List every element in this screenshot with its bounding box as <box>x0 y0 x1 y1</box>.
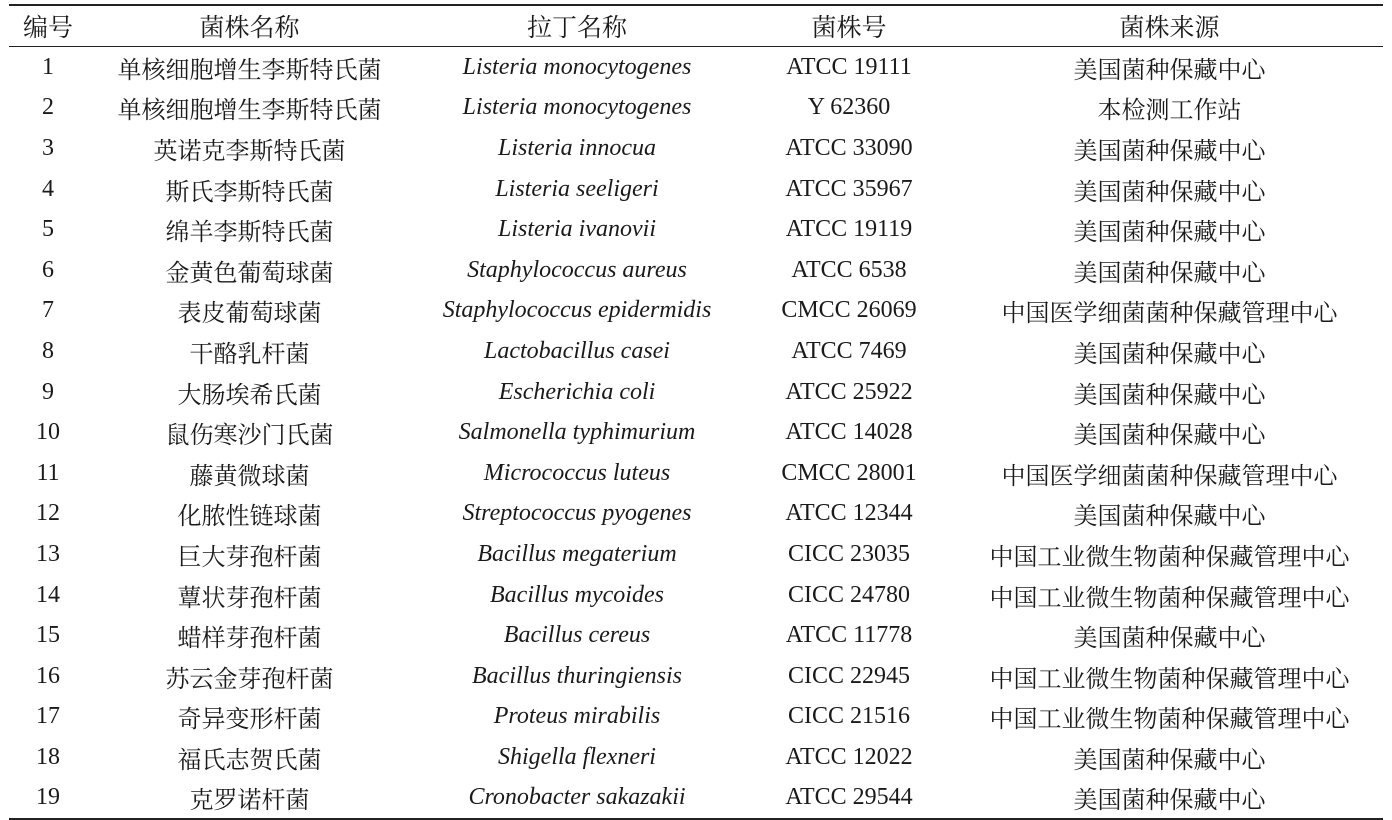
cell-source: 美国菌种保藏中心 <box>1073 423 1266 450</box>
header-source: 菌株来源 <box>1119 15 1220 42</box>
cell-strain-no: ATCC 25922 <box>785 378 913 405</box>
cell-latin-name: Listeria monocytogenes <box>462 94 692 121</box>
cell-id: 6 <box>42 256 54 283</box>
cell-id: 9 <box>42 378 54 405</box>
cell-latin-name: Bacillus cereus <box>503 622 651 649</box>
cell-latin-name: Micrococcus luteus <box>483 459 671 486</box>
cell-cn-name: 化脓性链球菌 <box>177 504 322 531</box>
header-strain-no: 菌株号 <box>811 15 887 42</box>
cell-source: 本检测工作站 <box>1097 98 1242 125</box>
table-row <box>9 88 1383 129</box>
cell-source: 美国菌种保藏中心 <box>1073 260 1266 287</box>
table-body <box>9 47 1383 820</box>
table-row <box>9 128 1383 169</box>
cell-id: 13 <box>36 540 60 567</box>
cell-latin-name: Lactobacillus casei <box>484 337 670 364</box>
table-header <box>9 5 1383 47</box>
cell-id: 17 <box>36 703 60 730</box>
cell-latin-name: Bacillus thuringiensis <box>472 662 682 689</box>
cell-strain-no: ATCC 19119 <box>785 216 913 243</box>
cell-latin-name: Staphylococcus aureus <box>467 256 687 283</box>
header-row <box>9 5 1383 47</box>
cell-source: 美国菌种保藏中心 <box>1073 626 1266 653</box>
cell-cn-name: 大肠埃希氏菌 <box>177 382 322 409</box>
strain-table-container <box>9 4 1383 820</box>
cell-strain-no: ATCC 6538 <box>791 256 907 283</box>
cell-id: 10 <box>36 419 60 446</box>
cell-latin-name: Staphylococcus epidermidis <box>442 297 712 324</box>
cell-id: 18 <box>36 743 60 770</box>
header-cn-name: 菌株名称 <box>199 15 300 42</box>
cell-id: 7 <box>42 297 54 324</box>
cell-id: 4 <box>42 175 54 202</box>
table-row <box>9 656 1383 697</box>
strain-table <box>9 4 1383 820</box>
table-row <box>9 47 1383 88</box>
cell-source: 中国工业微生物菌种保藏管理中心 <box>989 585 1350 612</box>
cell-strain-no: ATCC 19111 <box>786 53 912 80</box>
table-row <box>9 412 1383 453</box>
cell-strain-no: CMCC 28001 <box>781 459 917 486</box>
cell-strain-no: ATCC 35967 <box>785 175 913 202</box>
cell-latin-name: Streptococcus pyogenes <box>462 500 692 527</box>
cell-cn-name: 单核细胞增生李斯特氏菌 <box>117 57 382 84</box>
cell-latin-name: Bacillus megaterium <box>477 540 677 567</box>
table-row <box>9 291 1383 332</box>
cell-source: 美国菌种保藏中心 <box>1073 788 1266 815</box>
cell-source: 美国菌种保藏中心 <box>1073 382 1266 409</box>
cell-id: 12 <box>36 500 60 527</box>
cell-cn-name: 蜡样芽孢杆菌 <box>177 626 322 653</box>
cell-cn-name: 斯氏李斯特氏菌 <box>165 179 334 206</box>
cell-strain-no: ATCC 33090 <box>785 134 913 161</box>
cell-cn-name: 表皮葡萄球菌 <box>177 301 322 328</box>
cell-source: 美国菌种保藏中心 <box>1073 504 1266 531</box>
cell-id: 16 <box>36 662 60 689</box>
cell-id: 14 <box>36 581 60 608</box>
cell-cn-name: 苏云金芽孢杆菌 <box>165 666 334 693</box>
table-row <box>9 250 1383 291</box>
cell-cn-name: 巨大芽孢杆菌 <box>177 544 322 571</box>
cell-latin-name: Shigella flexneri <box>498 743 656 770</box>
cell-cn-name: 鼠伤寒沙门氏菌 <box>165 423 334 450</box>
cell-cn-name: 金黄色葡萄球菌 <box>165 260 334 287</box>
cell-source: 美国菌种保藏中心 <box>1073 341 1266 368</box>
cell-cn-name: 福氏志贺氏菌 <box>177 747 322 774</box>
cell-id: 2 <box>42 94 54 121</box>
table-row <box>9 209 1383 250</box>
table-row <box>9 453 1383 494</box>
cell-id: 1 <box>42 53 54 80</box>
cell-source: 美国菌种保藏中心 <box>1073 220 1266 247</box>
cell-strain-no: CICC 24780 <box>787 581 910 608</box>
cell-source: 美国菌种保藏中心 <box>1073 747 1266 774</box>
cell-source: 中国工业微生物菌种保藏管理中心 <box>989 544 1350 571</box>
header-id: 编号 <box>22 15 73 42</box>
cell-latin-name: Listeria ivanovii <box>498 216 656 243</box>
table-row <box>9 534 1383 575</box>
cell-id: 11 <box>36 459 60 486</box>
cell-id: 3 <box>42 134 54 161</box>
cell-source: 中国医学细菌菌种保藏管理中心 <box>1001 301 1338 328</box>
header-latin-name: 拉丁名称 <box>526 15 627 42</box>
table-row <box>9 737 1383 778</box>
cell-strain-no: ATCC 12344 <box>785 500 913 527</box>
cell-strain-no: CICC 21516 <box>787 703 910 730</box>
cell-source: 美国菌种保藏中心 <box>1073 138 1266 165</box>
cell-latin-name: Listeria monocytogenes <box>462 53 692 80</box>
table-row <box>9 575 1383 616</box>
cell-cn-name: 单核细胞增生李斯特氏菌 <box>117 98 382 125</box>
cell-latin-name: Proteus mirabilis <box>493 703 661 730</box>
cell-strain-no: ATCC 14028 <box>785 419 913 446</box>
table-row <box>9 169 1383 210</box>
cell-strain-no: ATCC 12022 <box>785 743 913 770</box>
cell-source: 美国菌种保藏中心 <box>1073 57 1266 84</box>
cell-strain-no: CICC 22945 <box>787 662 910 689</box>
table-row <box>9 697 1383 738</box>
table-row <box>9 331 1383 372</box>
cell-strain-no: CMCC 26069 <box>781 297 917 324</box>
cell-cn-name: 干酪乳杆菌 <box>189 341 310 368</box>
cell-cn-name: 藤黄微球菌 <box>189 463 310 490</box>
cell-latin-name: Listeria innocua <box>497 134 656 161</box>
cell-cn-name: 克罗诺杆菌 <box>189 788 310 815</box>
cell-id: 5 <box>42 216 54 243</box>
table-row <box>9 615 1383 656</box>
cell-source: 中国工业微生物菌种保藏管理中心 <box>989 707 1350 734</box>
cell-latin-name: Cronobacter sakazakii <box>468 784 686 811</box>
table-row <box>9 494 1383 535</box>
table-row <box>9 778 1383 820</box>
cell-source: 中国医学细菌菌种保藏管理中心 <box>1001 463 1338 490</box>
cell-strain-no: ATCC 29544 <box>785 784 913 811</box>
cell-latin-name: Escherichia coli <box>498 378 656 405</box>
cell-latin-name: Listeria seeligeri <box>495 175 659 202</box>
cell-source: 美国菌种保藏中心 <box>1073 179 1266 206</box>
cell-cn-name: 蕈状芽孢杆菌 <box>177 585 322 612</box>
cell-strain-no: CICC 23035 <box>787 540 910 567</box>
cell-id: 15 <box>36 622 60 649</box>
cell-strain-no: ATCC 11778 <box>785 622 913 649</box>
cell-latin-name: Salmonella typhimurium <box>458 419 696 446</box>
cell-source: 中国工业微生物菌种保藏管理中心 <box>989 666 1350 693</box>
cell-cn-name: 绵羊李斯特氏菌 <box>165 220 334 247</box>
cell-cn-name: 奇异变形杆菌 <box>177 707 322 734</box>
cell-strain-no: Y 62360 <box>807 94 891 121</box>
cell-id: 19 <box>36 784 60 811</box>
cell-id: 8 <box>42 337 54 364</box>
cell-strain-no: ATCC 7469 <box>791 337 907 364</box>
table-row <box>9 372 1383 413</box>
cell-cn-name: 英诺克李斯特氏菌 <box>153 138 346 165</box>
cell-latin-name: Bacillus mycoides <box>490 581 664 608</box>
